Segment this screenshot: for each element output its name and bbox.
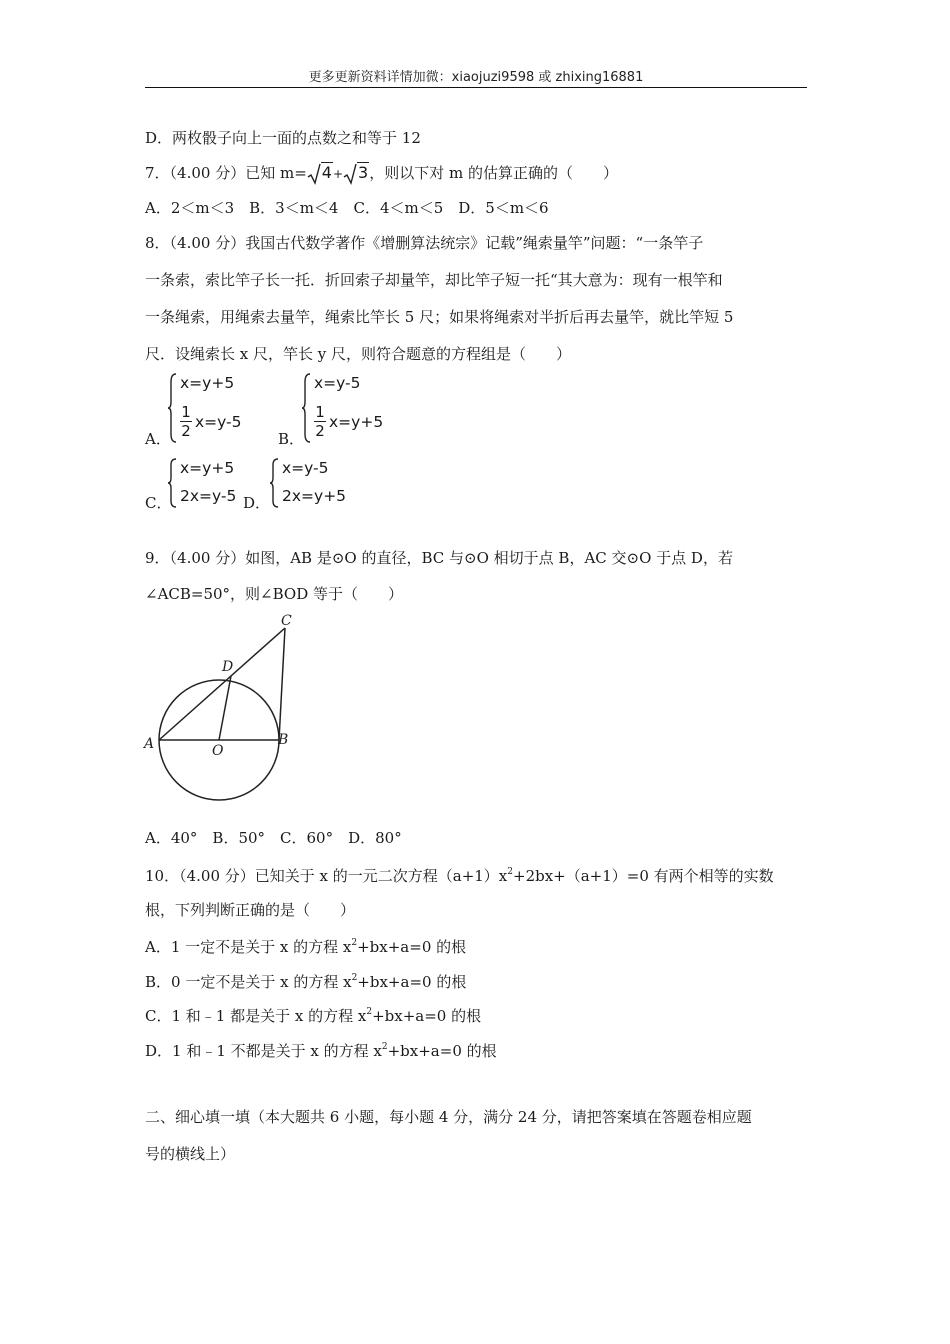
left-brace-icon xyxy=(168,457,178,509)
q10-stem-line-1 xyxy=(145,863,774,886)
q8-a-denominator: 2 xyxy=(181,422,191,440)
point-c-label: C xyxy=(281,613,292,629)
q10-option-d-tail: +bx+a=0 的根 xyxy=(387,1042,497,1060)
q8-d-equation-1: x=y-5 xyxy=(282,459,329,477)
q10-stem-1b: +2bx+（a+1）=0 有两个相等的实数 xyxy=(513,867,774,885)
q7-stem-end: ，则以下对 m 的估算正确的（ ） xyxy=(369,164,618,182)
q10-exponent: 2 xyxy=(507,867,513,877)
q10-option-a xyxy=(145,934,466,957)
q7-stem xyxy=(145,163,618,185)
q7-radicand-2: 3 xyxy=(358,163,369,182)
q8-a-fraction xyxy=(180,404,192,439)
q10-option-b xyxy=(145,969,466,992)
q8-b-numerator: 1 xyxy=(315,403,325,421)
page-header: 更多更新资料详情加微：xiaojuzi9598 或 zhixing16881 xyxy=(308,70,644,85)
q9-stem-line-2: ∠ACB=50°，则∠BOD 等于（ ） xyxy=(145,585,404,603)
q10-option-c xyxy=(145,1003,481,1026)
q10-option-c-tail: +bx+a=0 的根 xyxy=(372,1007,482,1025)
q7-options: A．2＜m＜3 B．3＜m＜4 C．4＜m＜5 D．5＜m＜6 xyxy=(145,199,549,217)
q8-option-c-label: C． xyxy=(145,494,172,512)
q7-radicand-1: 4 xyxy=(321,163,332,182)
q10-option-a-exponent: 2 xyxy=(351,938,358,948)
q10-option-c-text: C．1 和﹣1 都是关于 x 的方程 x xyxy=(145,1007,367,1025)
q10-option-a-text: A．1 一定不是关于 x 的方程 x xyxy=(145,938,352,956)
q9-options: A．40° B．50° C．60° D．80° xyxy=(145,829,402,847)
q8-a-equation-2: x=y-5 xyxy=(195,413,242,431)
q8-c-equation-1: x=y+5 xyxy=(180,459,235,477)
point-a-label: A xyxy=(144,736,155,752)
q8-option-d-label: D． xyxy=(243,494,271,512)
q8-option-b-label: B． xyxy=(278,430,305,448)
q8-b-equation-2: x=y+5 xyxy=(329,413,384,431)
q8-option-d-system xyxy=(270,457,350,509)
tangent-bc xyxy=(279,628,285,740)
q10-option-b-tail: +bx+a=0 的根 xyxy=(357,973,467,991)
q7-plus: + xyxy=(332,167,344,181)
q8-option-a-system xyxy=(168,372,278,444)
section-2-heading-line-1: 二、细心填一填（本大题共 6 小题，每小题 4 分，满分 24 分，请把答案填在答题卷相应题 xyxy=(145,1108,752,1126)
left-brace-icon xyxy=(270,457,280,509)
q10-option-d xyxy=(145,1038,497,1061)
q8-b-equation-1: x=y-5 xyxy=(314,374,361,392)
radical-sign-icon xyxy=(307,163,321,185)
q8-stem-line-3: 一条绳索，用绳索去量竿，绳索比竿长 5 尺；如果将绳索对半折后再去量竿，就比竿短 5 xyxy=(145,308,734,326)
q10-option-b-text: B．0 一定不是关于 x 的方程 x xyxy=(145,973,352,991)
q10-option-a-tail: +bx+a=0 的根 xyxy=(357,938,467,956)
left-brace-icon xyxy=(168,372,178,444)
q10-option-d-text: D．1 和﹣1 不都是关于 x 的方程 x xyxy=(145,1042,382,1060)
point-d-label: D xyxy=(222,659,234,675)
q6-option-d: D．两枚骰子向上一面的点数之和等于 12 xyxy=(145,129,421,147)
q8-stem-line-1: 8．（4.00 分）我国古代数学著作《增删算法统宗》记载”绳索量竿”问题：“一条竿子 xyxy=(145,234,704,252)
q10-stem-line-2: 根，下列判断正确的是（ ） xyxy=(145,901,356,919)
q9-circle-figure xyxy=(142,610,302,810)
q8-a-equation-1: x=y+5 xyxy=(180,374,235,392)
q8-a-numerator: 1 xyxy=(181,403,191,421)
point-b-label: B xyxy=(278,732,289,748)
section-2-heading-line-2: 号的横线上） xyxy=(145,1145,236,1163)
q10-option-d-exponent: 2 xyxy=(381,1042,388,1052)
q7-stem-start: 7．（4.00 分）已知 m= xyxy=(145,164,307,182)
q8-b-fraction xyxy=(314,404,326,439)
q10-stem-1a: 10．（4.00 分）已知关于 x 的一元二次方程（a+1）x xyxy=(145,867,508,885)
radical-sign-icon xyxy=(343,163,357,185)
header-divider xyxy=(145,87,807,88)
q8-stem-line-4: 尺．设绳索长 x 尺，竿长 y 尺，则符合题意的方程组是（ ） xyxy=(145,345,572,363)
q8-stem-line-2: 一条索，索比竿子长一托．折回索子却量竿，却比竿子短一托“其大意为：现有一根竿和 xyxy=(145,271,723,289)
left-brace-icon xyxy=(302,372,312,444)
q8-c-equation-2: 2x=y-5 xyxy=(180,487,237,505)
q10-option-b-exponent: 2 xyxy=(351,973,358,983)
q8-b-denominator: 2 xyxy=(315,422,325,440)
point-o-label: O xyxy=(212,743,224,759)
q8-d-equation-2: 2x=y+5 xyxy=(282,487,347,505)
q9-stem-line-1: 9．（4.00 分）如图，AB 是⊙O 的直径，BC 与⊙O 相切于点 B，AC 交⊙O 于点 D，若 xyxy=(145,549,733,567)
q10-option-c-exponent: 2 xyxy=(366,1007,373,1017)
q8-option-a-label: A． xyxy=(145,430,171,448)
q8-option-c-system xyxy=(168,457,248,509)
q8-option-b-system xyxy=(302,372,412,444)
